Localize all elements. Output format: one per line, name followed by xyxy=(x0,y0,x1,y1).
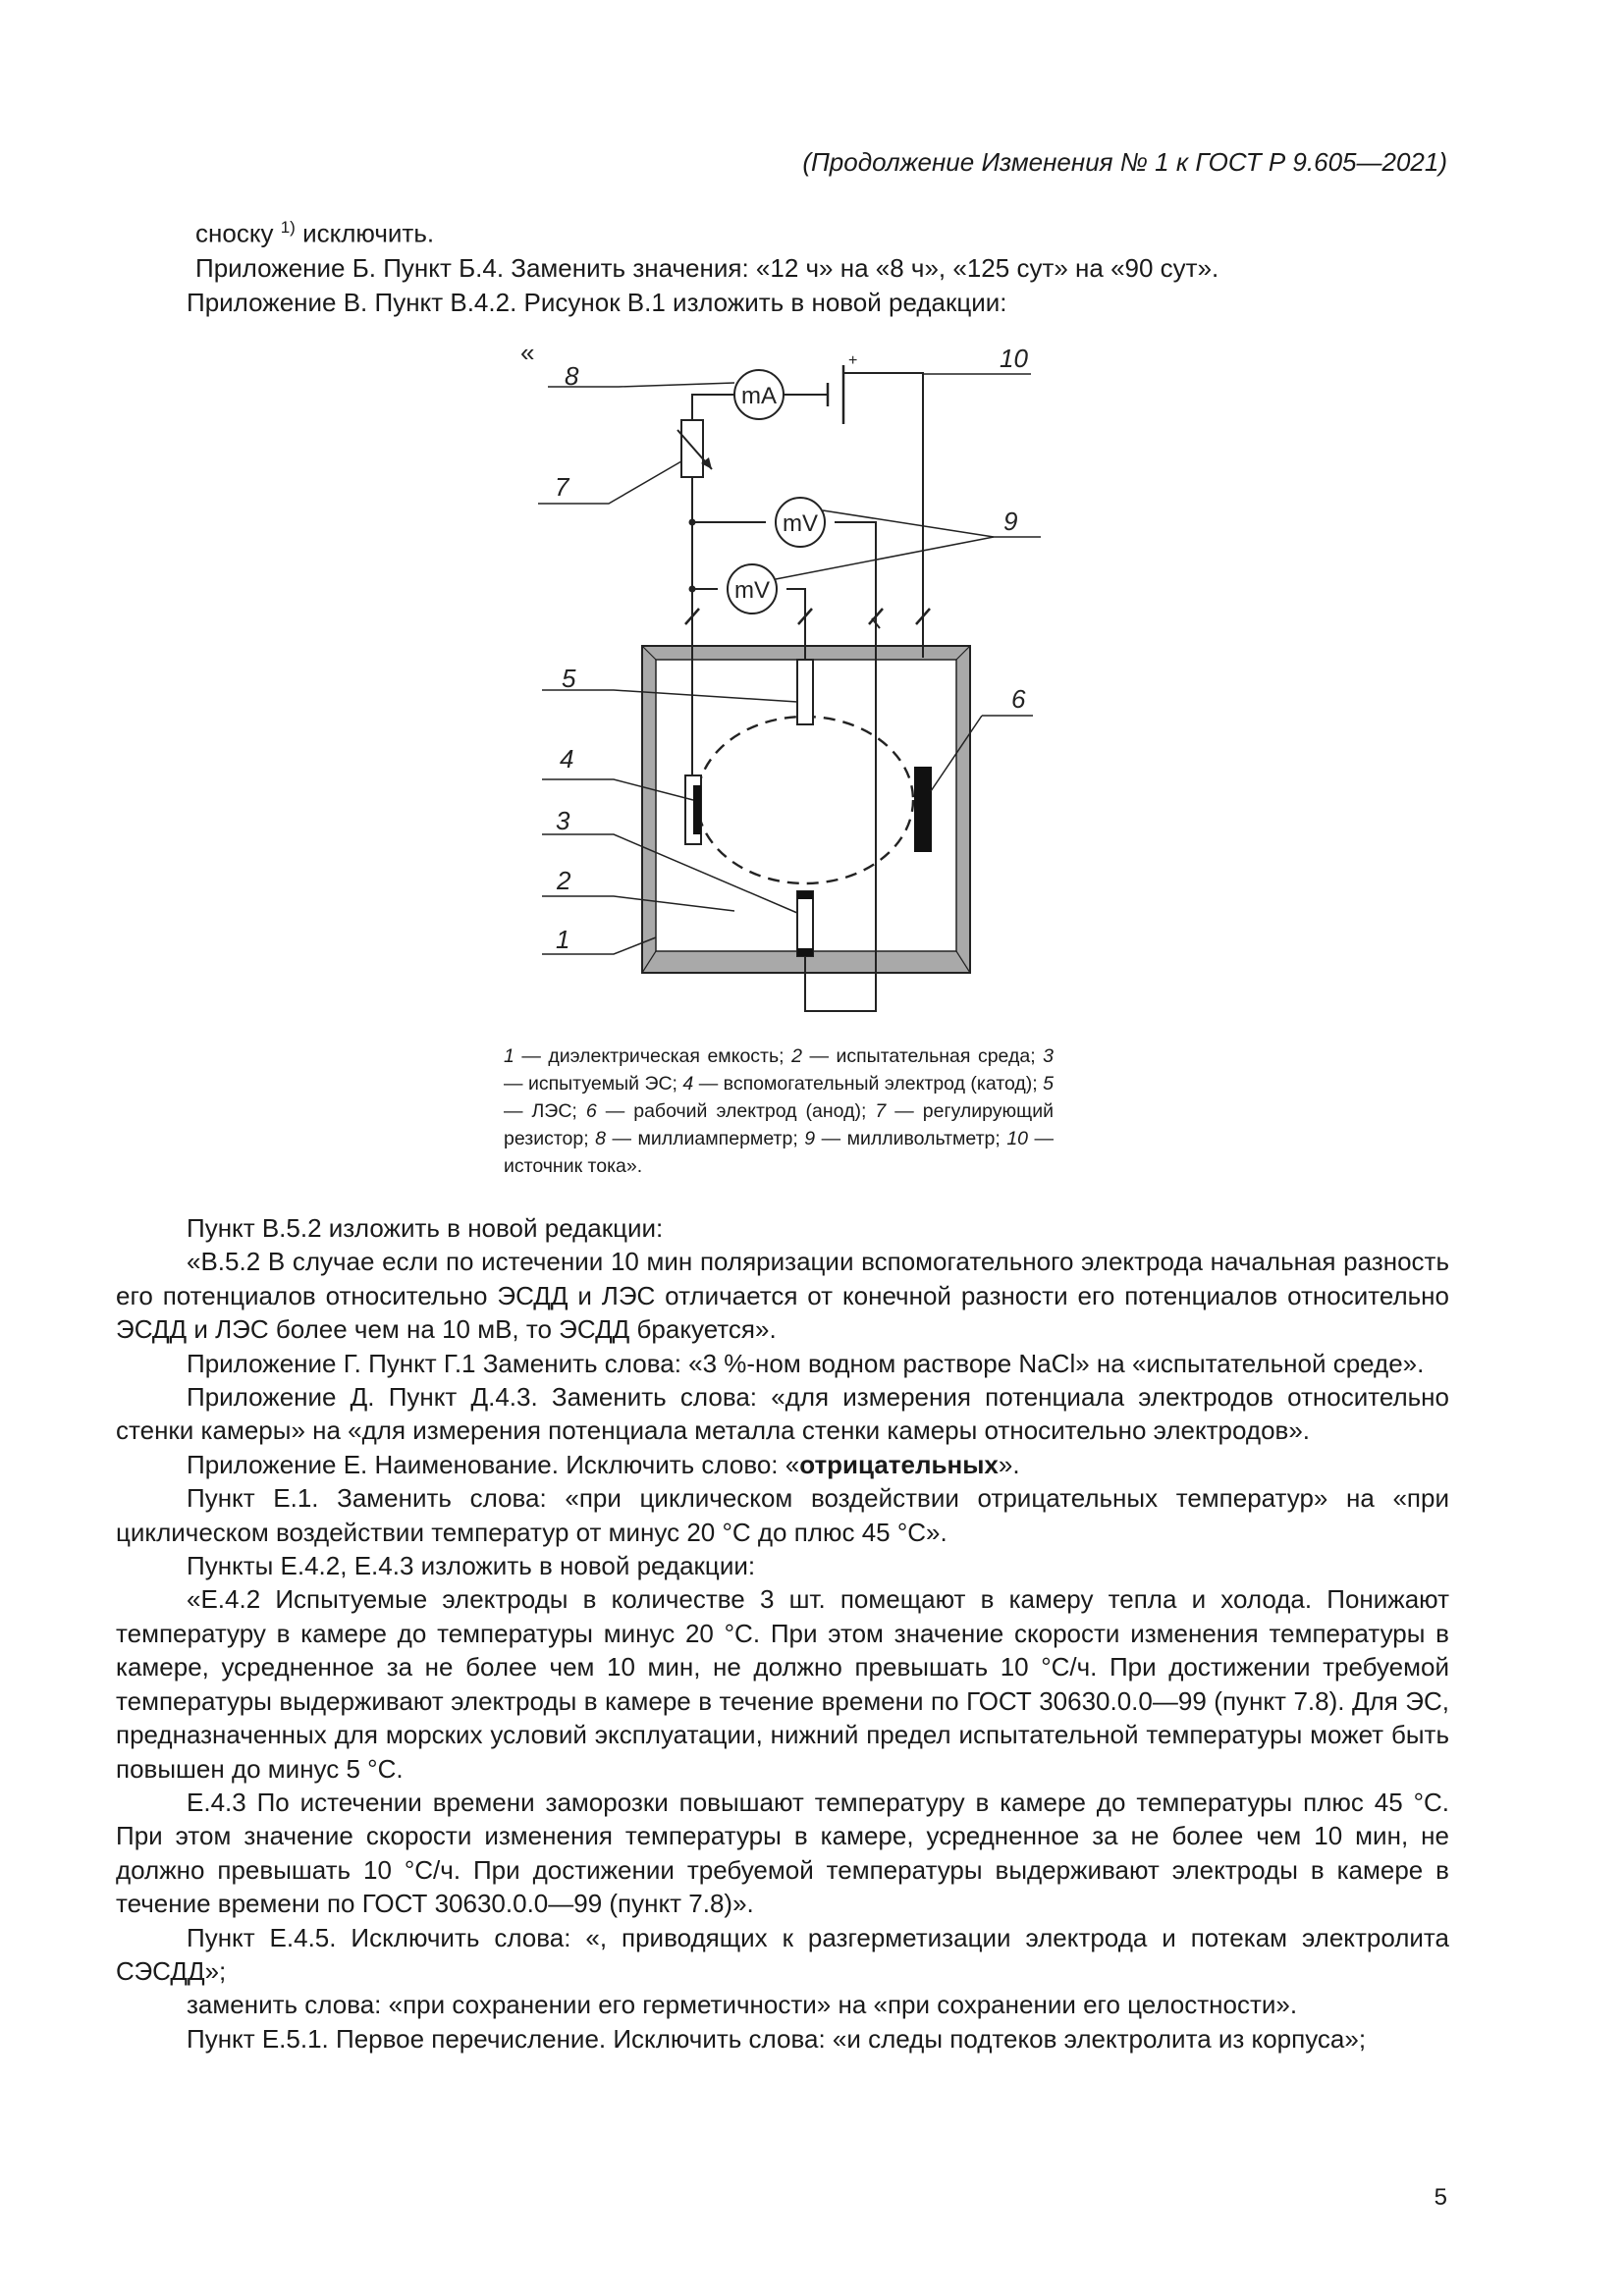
intro-line-2: Приложение Б. Пункт Б.4. Заменить значения: «12 ч» на «8 ч», «125 сут» на «90 сут». xyxy=(195,252,1219,283)
paragraph: Пункт Е.1. Заменить слова: «при циклическом воздействии отрицательных температур» на «при циклическом воздействии температур от минус 20 °С до плюс 45 °С». xyxy=(116,1483,1449,1547)
figure-caption: 1 — диэлектрическая емкость; 2 — испытательная среда; 3 — испытуемый ЭС; 4 — вспомогательный электрод (катод); 5 — ЛЭС; 6 — рабочий электрод (анод); 7 — регулирующий резистор; 8 — миллиамперметр; 9 — милливольтметр; 10 — источник тока». xyxy=(504,1045,1055,1177)
opening-quote: « xyxy=(520,338,535,367)
intro-block xyxy=(187,210,1453,320)
plus-sign: + xyxy=(848,352,858,369)
body-text xyxy=(116,1211,1449,2056)
label-7: 7 xyxy=(555,472,569,502)
regulating-resistor xyxy=(681,420,703,477)
paragraph: Пункт В.5.2 изложить в новой редакции: xyxy=(187,1213,664,1243)
label-3: 3 xyxy=(556,806,570,835)
label-5: 5 xyxy=(562,664,576,693)
paragraph: Пункты Е.4.2, Е.4.3 изложить в новой редакции: xyxy=(187,1551,756,1581)
figure-b1 xyxy=(491,329,1080,1036)
label-2: 2 xyxy=(557,866,571,895)
paragraph: Пункт Е.5.1. Первое перечисление. Исключить слова: «и следы подтеков электролита из корпуса»; xyxy=(187,2023,1367,2054)
page-number: 5 xyxy=(1434,2184,1447,2211)
paragraph: Приложение Г. Пункт Г.1 Заменить слова: «3 %-ном водном растворе NaCl» на «испытательной среде». xyxy=(187,1348,1425,1378)
label-9: 9 xyxy=(1003,507,1018,536)
label-6: 6 xyxy=(1011,684,1026,714)
footnote-mark: 1) xyxy=(280,218,296,237)
running-header: (Продолжение Изменения № 1 к ГОСТ Р 9.605—2021) xyxy=(802,147,1447,177)
reference-electrode xyxy=(797,660,813,724)
millivoltmeter-label-1: mV xyxy=(783,510,818,537)
paragraph: Приложение Д. Пункт Д.4.3. Заменить слова: «для измерения потенциала электродов относительно стенки камеры» на «для измерения потенциала металла стенки камеры относительно электродов». xyxy=(116,1382,1449,1446)
paragraph: Пункт Е.4.5. Исключить слова: «, приводящих к разгерметизации электрода и потекам электролита СЭСДД»; xyxy=(116,1922,1449,1986)
circuit-diagram xyxy=(491,329,1080,1036)
paragraph: «В.5.2 В случае если по истечении 10 мин поляризации вспомогательного электрода начальная разность его потенциалов относительно ЭСДД и ЛЭС отличается от конечной разности его потенциалов относительно ЭСДД и ЛЭС более чем на 10 мВ, то ЭСДД бракуется». xyxy=(116,1247,1449,1345)
bold-word: отрицательных xyxy=(799,1449,999,1479)
working-electrode xyxy=(915,768,931,851)
milliammeter-label: mA xyxy=(741,383,777,409)
paragraph: Приложение Е. Наименование. Исключить слово: «отрицательных». xyxy=(187,1449,1020,1479)
millivoltmeter-label-2: mV xyxy=(734,577,770,604)
intro-line-1: сноску $^{1)}$ исключить. xyxy=(195,218,435,248)
label-4: 4 xyxy=(560,744,574,774)
label-8: 8 xyxy=(565,361,579,391)
paragraph: «Е.4.2 Испытуемые электроды в количестве 3 шт. помещают в камеру тепла и холода. Понижают температуру в камере до температуры минус 20 °С. При этом значение скорости изменения температуры в камере, усредненное за не более чем 10 мин, не должно превышать 10 °С/ч. При достижении требуемой температуры выдерживают электроды в камере в течение времени по ГОСТ 30630.0.0—99 (пункт 7.8). Для ЭС, предназначенных для морских условий эксплуатации, нижний предел испытательной температуры может быть повышен до минус 5 °С. xyxy=(116,1584,1449,1784)
paragraph: Е.4.3 По истечении времени заморозки повышают температуру в камере до температуры плюс 45 °С. При этом значение скорости изменения температуры в камере, усредненное за не более чем 10 мин, не должно превышать 10 °С/ч. При достижении требуемой температуры выдерживают электроды в камере в течение времени по ГОСТ 30630.0.0—99 (пункт 7.8)». xyxy=(116,1787,1449,1919)
label-1: 1 xyxy=(556,925,570,954)
tested-electrode xyxy=(797,891,813,956)
label-10: 10 xyxy=(1000,344,1028,373)
paragraph: заменить слова: «при сохранении его герметичности» на «при сохранении его целостности». xyxy=(187,1990,1298,2020)
intro-line-3: Приложение В. Пункт В.4.2. Рисунок В.1 изложить в новой редакции: xyxy=(187,287,1007,317)
